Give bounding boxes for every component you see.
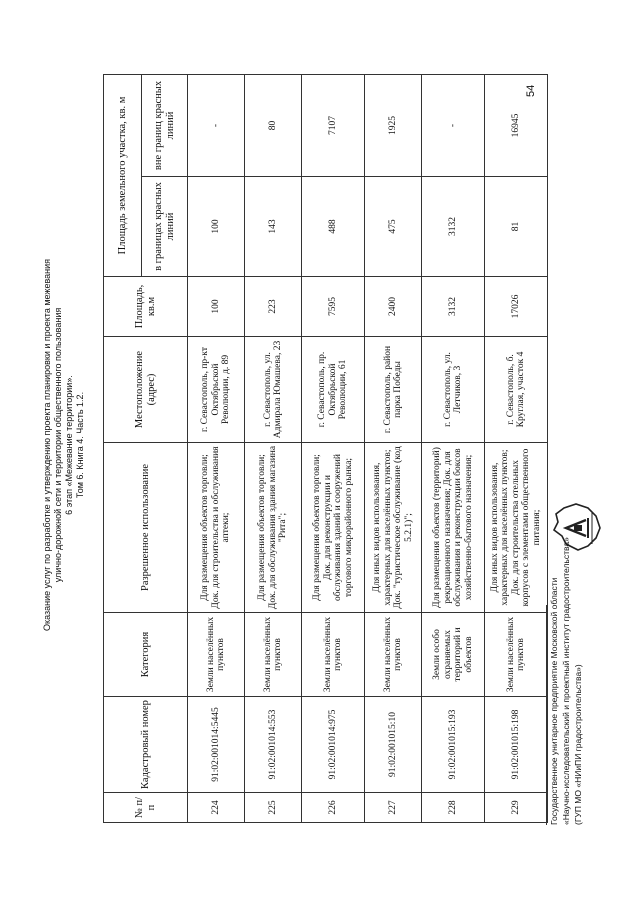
land-plots-table — [103, 74, 548, 823]
header-line-3: 6 этап «Межевание территории». — [64, 375, 74, 515]
cell-category: Земли населённых пунктов — [302, 613, 365, 697]
cell-address: г. Севастополь, пр. Октябрьской Революции, 61 — [302, 337, 365, 443]
document-header — [42, 165, 86, 725]
table-row — [188, 74, 245, 822]
cell-inside: 488 — [302, 177, 365, 277]
cell-num: 227 — [365, 793, 422, 823]
page-number: 54 — [525, 84, 537, 97]
cell-usage: Для размещения объектов торговли; Док. для обслуживания здания магазина "Рита"; — [245, 443, 302, 613]
cell-address: г. Севастополь, ул. Адмирала Юмашева, 23 — [245, 337, 302, 443]
cell-inside: 100 — [188, 177, 245, 277]
footer-divider — [546, 605, 547, 825]
footer-organization — [548, 537, 584, 825]
cell-category: Земли особо охраняемых территорий и объектов — [422, 613, 485, 697]
cell-usage: Для иных видов использования, характерных для населённых пунктов; Док. для строительства отельных корпусов с элементами общественного питания; — [485, 443, 548, 613]
cell-outside: - — [188, 74, 245, 176]
table-row — [422, 74, 485, 822]
cell-outside: 80 — [245, 74, 302, 176]
cell-address: г. Севастополь, пр-кт Октябрьской Революции, д. 89 — [188, 337, 245, 443]
cell-usage: Для иных видов использования, характерных для населённых пунктов; Док. "туристическое обслуживание (код 5.2.1)"; — [365, 443, 422, 613]
cell-usage: Для размещения объектов (территорий) рекреационного назначения; Док. для обслуживания и реконструкции боксов хозяйственно-бытового назначения; — [422, 443, 485, 613]
col-header-plot-group: Площадь земельного участка, кв. м — [104, 74, 142, 276]
header-line-4: Том 6. Книга 4. Часть 1.2. — [75, 391, 85, 499]
cell-outside: 16945 — [485, 74, 548, 176]
cell-area: 2400 — [365, 277, 422, 337]
cell-category: Земли населённых пунктов — [188, 613, 245, 697]
cell-area: 3132 — [422, 277, 485, 337]
col-header-category: Категория — [104, 613, 188, 697]
col-header-area: Площадь, кв.м — [104, 277, 188, 337]
cell-category: Земли населённых пунктов — [245, 613, 302, 697]
cell-cadastral: 91:02:001014:975 — [302, 697, 365, 793]
cell-area: 223 — [245, 277, 302, 337]
cell-category: Земли населённых пунктов — [485, 613, 548, 697]
cell-area: 7595 — [302, 277, 365, 337]
col-header-address: Местоположение (адрес) — [104, 337, 188, 443]
col-header-outside: вне границ красных линий — [142, 74, 188, 176]
cell-cadastral: 91:02:001014:5445 — [188, 697, 245, 793]
cell-outside: 1925 — [365, 74, 422, 176]
cell-cadastral: 91:02:001015:198 — [485, 697, 548, 793]
cell-area: 100 — [188, 277, 245, 337]
col-header-inside: в границах красных линий — [142, 177, 188, 277]
cell-usage: Для размещения объектов торговли; Док. для строительства и обслуживания аптеки; — [188, 443, 245, 613]
cell-inside: 143 — [245, 177, 302, 277]
cell-cadastral: 91:02:001014:553 — [245, 697, 302, 793]
col-header-num: № п/п — [104, 793, 188, 823]
footer-line-2: «Научно-исследовательский и проектный институт градостроительства» — [561, 537, 571, 825]
cell-num: 225 — [245, 793, 302, 823]
cell-category: Земли населённых пунктов — [365, 613, 422, 697]
col-header-usage: Разрешенное использование — [104, 443, 188, 613]
header-line-2: улично-дорожной сети и территории общественного пользования — [53, 307, 63, 583]
cell-inside: 3132 — [422, 177, 485, 277]
header-line-1: Оказание услуг по разработке и утверждению проекта планировки и проекта межевания — [42, 258, 52, 632]
cell-num: 228 — [422, 793, 485, 823]
cell-num: 229 — [485, 793, 548, 823]
cell-inside: 81 — [485, 177, 548, 277]
cell-outside: - — [422, 74, 485, 176]
cell-outside: 7107 — [302, 74, 365, 176]
cell-inside: 475 — [365, 177, 422, 277]
table-row — [302, 74, 365, 822]
table-row — [485, 74, 548, 822]
cell-address: г. Севастополь, район парка Победы — [365, 337, 422, 443]
cell-num: 224 — [188, 793, 245, 823]
footer-line-1: Государственное унитарное предприятие Московской области — [549, 577, 559, 825]
cell-cadastral: 91:02:001015:193 — [422, 697, 485, 793]
cell-area: 17026 — [485, 277, 548, 337]
cell-usage: Для размещения объектов торговли; Док. для реконструкции и обслуживания зданий и сооружений торгового микрорайонного рынка; — [302, 443, 365, 613]
cell-address: г. Севастополь, б. Круглая, участок 4 — [485, 337, 548, 443]
table-row — [365, 74, 422, 822]
cell-cadastral: 91:02:001015:10 — [365, 697, 422, 793]
cell-num: 226 — [302, 793, 365, 823]
institute-emblem-icon — [548, 498, 604, 558]
cell-address: г. Севастополь, ул. Летчиков, 3 — [422, 337, 485, 443]
table-row — [245, 74, 302, 822]
footer-line-3: (ГУП МО «НИиПИ градостроительства») — [573, 664, 583, 825]
col-header-cadastral: Кадастровый номер — [104, 697, 188, 793]
